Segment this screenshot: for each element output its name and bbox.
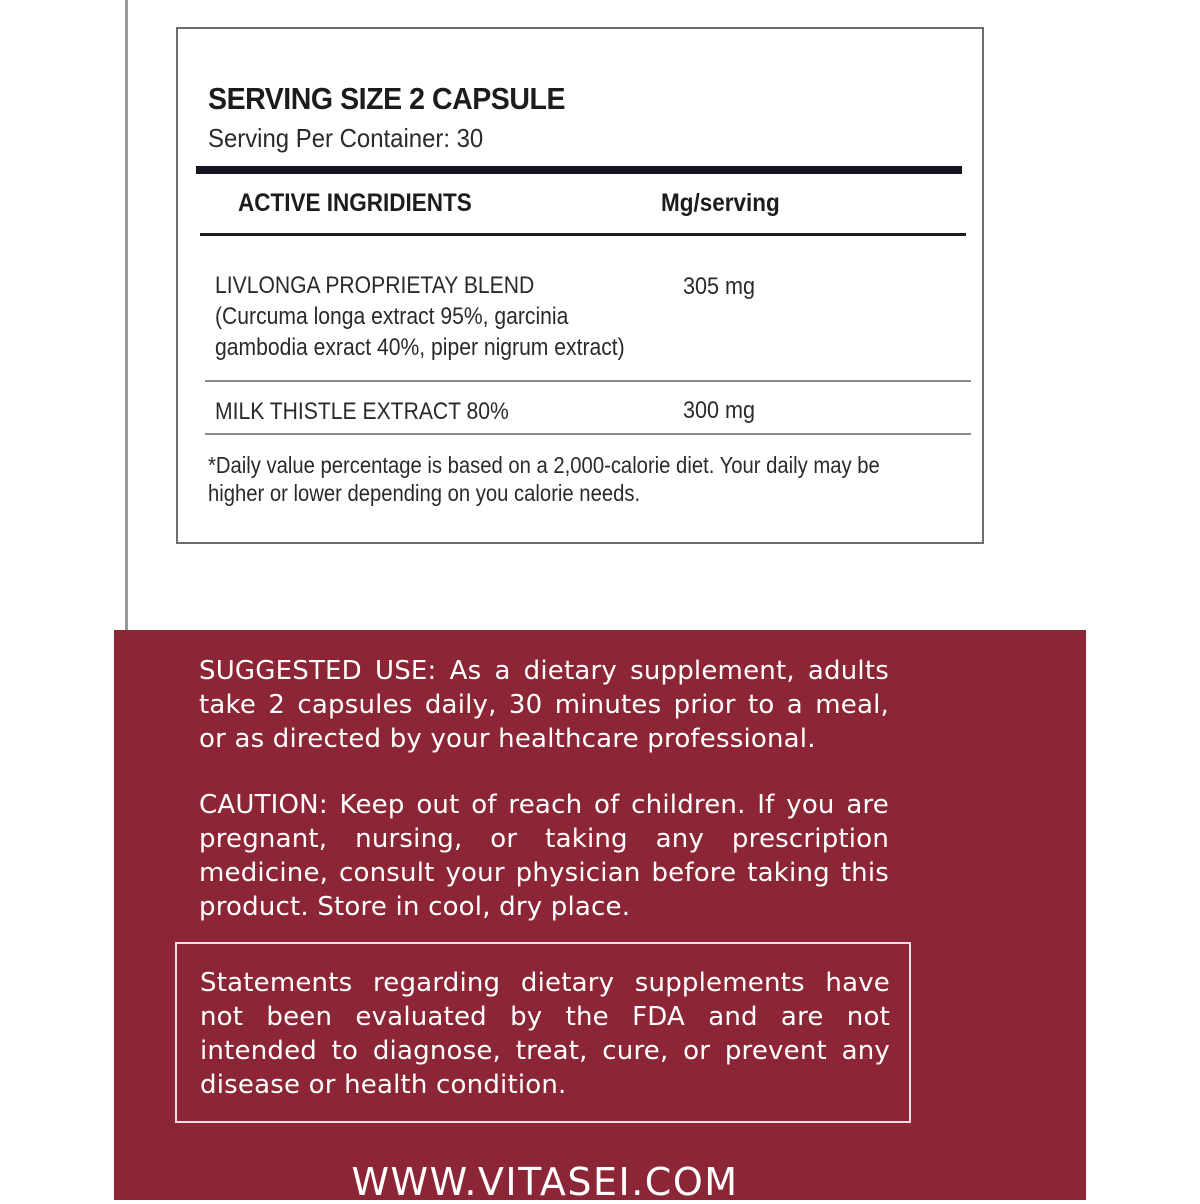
column-header-rule [200,233,966,236]
ingredients-column-header: ACTIVE INGRIDIENTS [238,189,472,217]
servings-per-container: Serving Per Container: 30 [208,123,484,153]
row-divider [205,433,971,435]
amount-column-header: Mg/serving [661,189,780,217]
website-url: WWW.VITASEI.COM [351,1160,739,1204]
ingredient-name-line: LIVLONGA PROPRIETAY BLEND [215,272,535,299]
supplement-facts-panel [176,27,984,544]
serving-size: SERVING SIZE 2 CAPSULE [208,81,566,116]
fda-disclaimer-box [175,942,911,1123]
fda-disclaimer-text: Statements regarding dietary supplements have not been evaluated by the FDA and are not intended to diagnose, treat, cure, or prevent any disease or health condition. [200,968,890,1100]
left-divider-line [125,0,128,632]
footnote-line: *Daily value percentage is based on a 2,000-calorie diet. Your daily may be [208,452,880,478]
ingredient-name-line: (Curcuma longa extract 95%, garcinia [215,303,569,330]
usage-info-panel [114,630,1086,1204]
daily-value-footnote [208,451,880,507]
ingredient-name-line: MILK THISTLE EXTRACT 80% [215,398,509,425]
ingredient-amount: 300 mg [683,397,756,424]
header-rule [196,166,962,174]
ingredient-amount: 305 mg [683,273,756,300]
footnote-line: higher or lower depending on you calorie needs. [208,480,641,506]
ingredient-name-line: gambodia exract 40%, piper nigrum extract) [215,334,625,361]
caution-text: CAUTION: Keep out of reach of children. If you are pregnant, nursing, or taking any prescription medicine, consult your physician before taking this product. Store in cool, dry place. [199,790,889,922]
suggested-use-text: SUGGESTED USE: As a dietary supplement, adults take 2 capsules daily, 30 minutes prior to a meal, or as directed by your healthcare professional. [199,656,889,754]
row-divider [205,380,971,382]
